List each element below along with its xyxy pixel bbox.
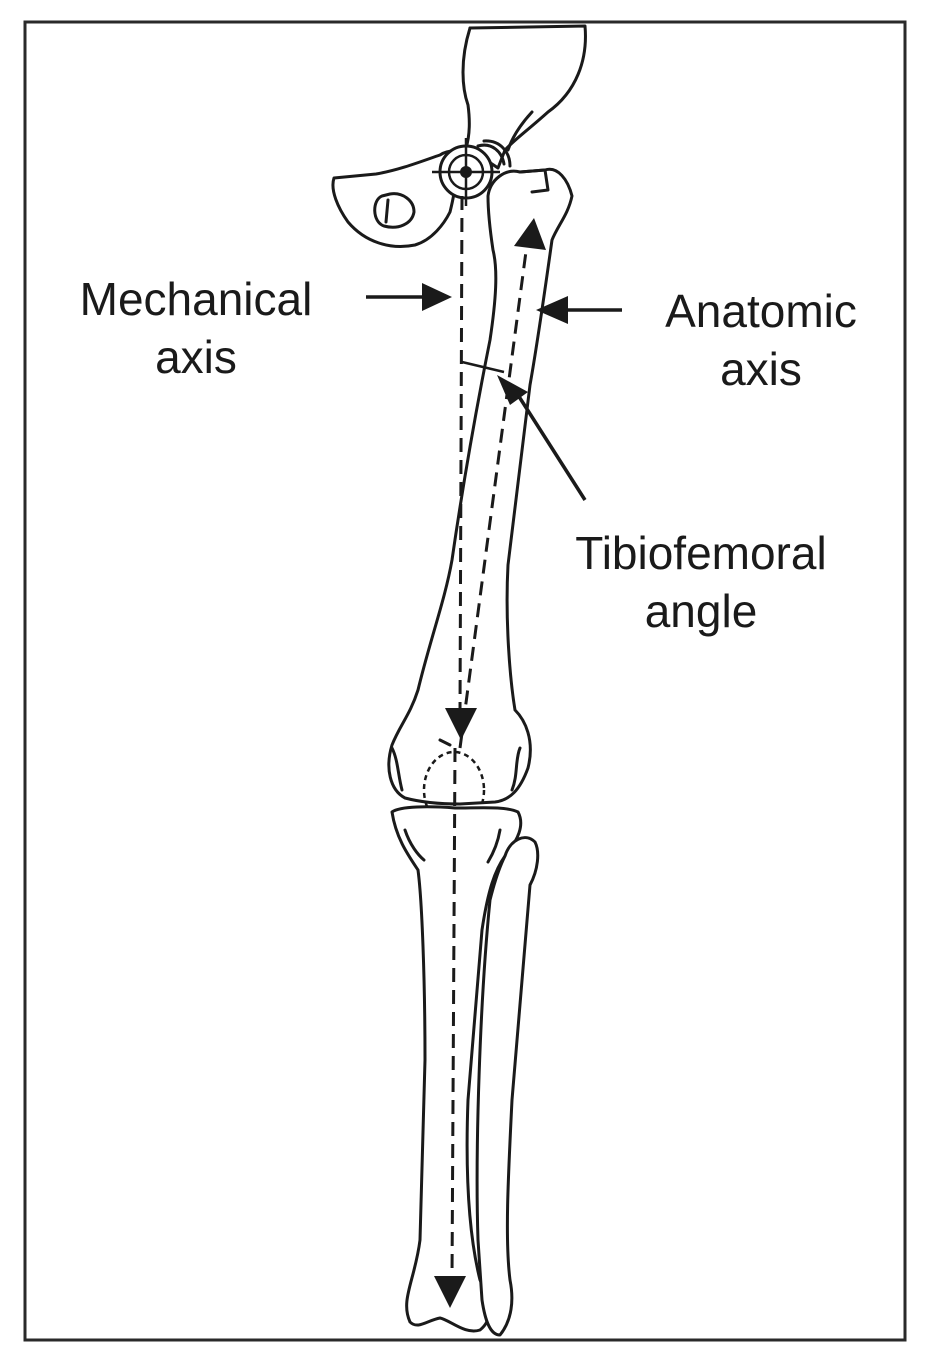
mechanical-axis-label-line2: axis (155, 331, 237, 383)
anatomic-axis-label-line2: axis (720, 343, 802, 395)
anatomic-axis-label-line1: Anatomic (665, 285, 857, 337)
anatomic-axis-pointer (536, 296, 622, 324)
tibiofemoral-angle-label-line2: angle (644, 585, 758, 637)
tibiofemoral-angle-label (536, 524, 866, 640)
femur (389, 169, 572, 804)
mechanical-axis-label (46, 270, 346, 386)
mechanical-axis-pointer (366, 283, 452, 311)
tibiofemoral-angle-label-line1: Tibiofemoral (575, 527, 827, 579)
anatomic-axis-label (630, 282, 892, 398)
mechanical-axis-label-line1: Mechanical (79, 273, 313, 325)
